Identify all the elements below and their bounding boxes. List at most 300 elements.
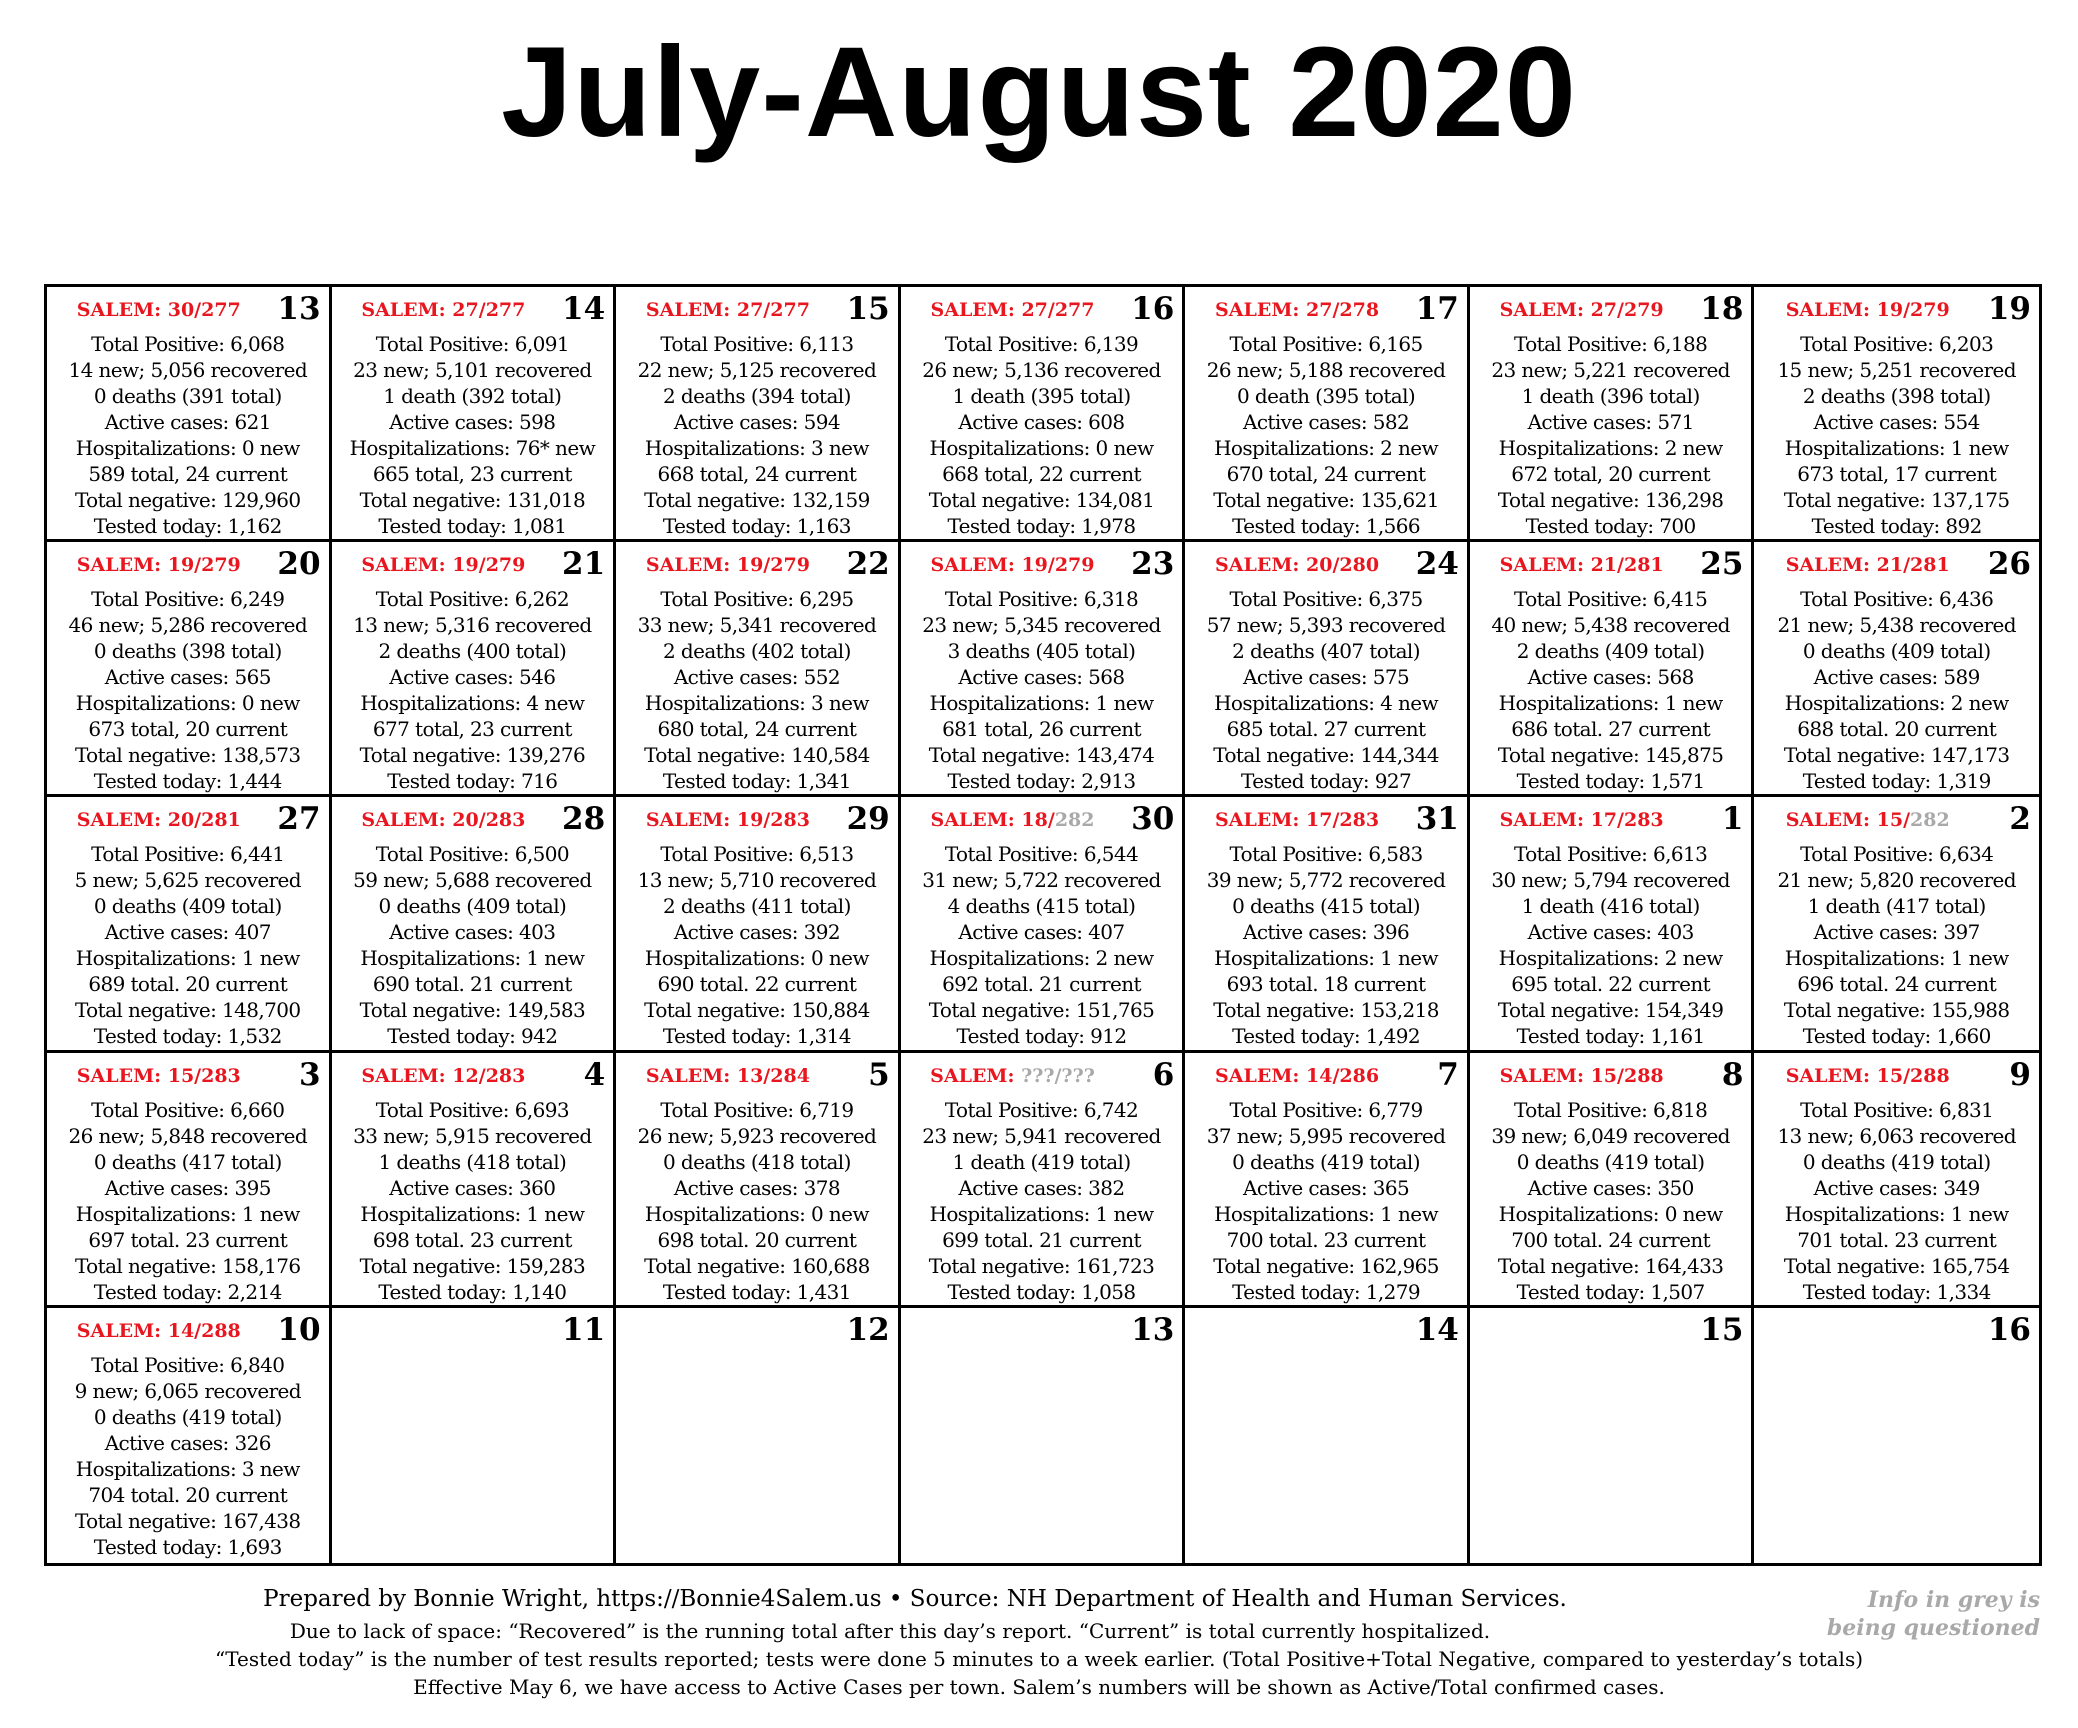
day-cell (1754, 287, 2039, 542)
stat-line: 23 new; 5,101 recovered (353, 358, 592, 382)
day-cell-header (1185, 542, 1467, 586)
stat-line: 23 new; 5,941 recovered (922, 1123, 1161, 1148)
stat-line: 692 total. 21 current (942, 972, 1141, 997)
stat-line: 0 deaths (418 total) (663, 1149, 851, 1174)
stat-line: 40 new; 5,438 recovered (1491, 613, 1730, 638)
day-cell (901, 1053, 1186, 1308)
salem-cases (1185, 299, 1409, 321)
stat-line: 0 deaths (409 total) (1802, 639, 1991, 664)
salem-cases-text: SALEM: 19/279 (1785, 299, 1950, 321)
stat-line: 57 new; 5,393 recovered (1206, 613, 1446, 638)
day-number: 14 (562, 291, 606, 327)
footer-credit: Prepared by Bonnie Wright, https://Bonnie4Salem.us • Source: NH Department of Health and Human Services. (263, 1586, 1567, 1612)
stat-line: Active cases: 546 (389, 665, 556, 690)
stat-line: Total negative: 139,276 (359, 743, 586, 768)
stat-line: 59 new; 5,688 recovered (353, 868, 592, 893)
day-cell (332, 797, 617, 1052)
salem-cases-text: SALEM: 19/279 (361, 554, 526, 577)
stat-line: Hospitalizations: 0 new (644, 1201, 869, 1226)
stat-line: Active cases: 397 (1813, 920, 1980, 945)
stat-line: 26 new; 5,188 recovered (1206, 358, 1446, 382)
stat-line: Active cases: 554 (1813, 410, 1980, 434)
day-number: 22 (846, 546, 890, 583)
stat-line: 39 new; 5,772 recovered (1206, 868, 1446, 893)
stat-line: Total negative: 150,884 (644, 998, 870, 1023)
stat-line: 1 death (417 total) (1807, 894, 1986, 919)
stat-line: 673 total, 20 current (88, 717, 288, 742)
stat-line: Hospitalizations: 76* new (349, 436, 596, 460)
salem-cases-text: SALEM: 27/277 (930, 299, 1095, 321)
salem-cases (47, 1320, 271, 1342)
salem-cases-text: SALEM: 20/283 (361, 809, 526, 832)
day-stats (1754, 1097, 2039, 1305)
day-number: 24 (1415, 546, 1459, 583)
day-cell (1185, 797, 1470, 1052)
stat-line: Hospitalizations: 2 new (1214, 436, 1439, 460)
stat-line: 589 total, 24 current (88, 462, 288, 486)
stat-line: Active cases: 568 (958, 665, 1125, 690)
stat-line: Hospitalizations: 0 new (75, 691, 300, 716)
stat-line: Hospitalizations: 0 new (929, 436, 1154, 460)
day-cell (1185, 1053, 1470, 1308)
salem-cases (1470, 809, 1694, 831)
stat-line: 9 new; 6,065 recovered (74, 1378, 301, 1403)
stat-line: 2 deaths (411 total) (663, 894, 851, 919)
stat-line: Total Positive: 6,742 (944, 1097, 1139, 1122)
salem-cases-text: SALEM: 27/277 (361, 299, 526, 321)
stat-line: 1 death (416 total) (1521, 894, 1700, 919)
stat-line: Hospitalizations: 1 new (360, 946, 585, 971)
day-number: 28 (562, 801, 606, 838)
salem-cases-text: SALEM: 15/288 (1499, 1064, 1664, 1087)
stat-line: 0 deaths (409 total) (378, 894, 567, 919)
day-cell-header (1470, 797, 1752, 841)
salem-cases-text: SALEM: (930, 1064, 1022, 1087)
salem-cases (47, 1065, 271, 1087)
stat-line: Active cases: 575 (1242, 665, 1410, 690)
stat-line: 689 total. 20 current (88, 972, 288, 997)
day-cell (901, 1308, 1186, 1563)
day-cell (332, 287, 617, 542)
day-cell-header (47, 1053, 329, 1097)
stat-line: Active cases: 582 (1242, 410, 1410, 434)
stat-line: Tested today: 2,214 (93, 1279, 282, 1304)
stat-line: 21 new; 5,438 recovered (1777, 613, 2016, 638)
stat-line: Total negative: 134,081 (928, 488, 1155, 512)
grey-note-line: being questioned (1826, 1615, 2040, 1641)
stat-line: 688 total. 20 current (1797, 717, 1997, 742)
stat-line: Total Positive: 6,513 (660, 842, 854, 867)
stat-line: Total Positive: 6,613 (1514, 842, 1708, 867)
day-cell (616, 542, 901, 797)
stat-line: Active cases: 565 (104, 665, 271, 690)
stat-line: Tested today: 1,341 (662, 769, 851, 794)
footer-note-active: Effective May 6, we have access to Active Cases per town. Salem’s numbers will be shown as Active/Total confirmed cases. (413, 1675, 1665, 1699)
day-stats (332, 331, 614, 539)
stat-line: 21 new; 5,820 recovered (1777, 868, 2016, 893)
stat-line: Hospitalizations: 3 new (644, 436, 869, 460)
salem-cases-text: SALEM: 17/283 (1499, 809, 1664, 832)
salem-cases (47, 554, 271, 576)
stat-line: 668 total, 24 current (657, 462, 857, 486)
salem-cases-text: SALEM: 21/281 (1499, 554, 1664, 577)
stat-line: 0 deaths (409 total) (93, 894, 282, 919)
stat-line: 31 new; 5,722 recovered (922, 868, 1161, 893)
stat-line: 37 new; 5,995 recovered (1206, 1123, 1446, 1148)
day-cell (47, 287, 332, 542)
day-number: 2 (2009, 801, 2031, 838)
day-number: 14 (1415, 1311, 1459, 1348)
stat-line: 697 total. 23 current (88, 1227, 288, 1252)
stat-line: Tested today: 1,431 (662, 1279, 851, 1304)
stat-line: Tested today: 1,334 (1802, 1279, 1991, 1304)
stat-line: Total negative: 162,965 (1213, 1253, 1439, 1278)
stat-line: Active cases: 396 (1242, 920, 1410, 945)
stat-line: Total Positive: 6,436 (1800, 587, 1994, 612)
salem-cases (1754, 1065, 1981, 1087)
salem-cases-text: SALEM: 21/281 (1785, 554, 1950, 577)
stat-line: 704 total. 20 current (88, 1482, 288, 1507)
day-number: 23 (1131, 546, 1175, 583)
day-stats (1754, 841, 2039, 1049)
stat-line: 39 new; 6,049 recovered (1491, 1123, 1730, 1148)
day-cell (901, 542, 1186, 797)
day-number: 9 (2009, 1056, 2031, 1093)
day-cell-header (1754, 1308, 2039, 1352)
day-stats (616, 841, 898, 1049)
stat-line: Tested today: 1,660 (1802, 1024, 1991, 1049)
salem-cases-text: SALEM: 15/288 (1785, 1064, 1950, 1087)
stat-line: Hospitalizations: 1 new (1784, 436, 2009, 460)
calendar-grid (44, 284, 2042, 1566)
stat-line: Active cases: 589 (1813, 665, 1980, 690)
stat-line: Hospitalizations: 1 new (929, 691, 1154, 716)
day-number: 17 (1415, 291, 1459, 327)
stat-line: Total Positive: 6,295 (660, 587, 854, 612)
stat-line: 665 total, 23 current (372, 462, 572, 486)
day-stats (332, 586, 614, 794)
stat-line: 2 deaths (409 total) (1516, 639, 1705, 664)
stat-line: Hospitalizations: 1 new (75, 946, 300, 971)
day-number: 31 (1415, 801, 1459, 838)
stat-line: Total Positive: 6,113 (660, 332, 854, 356)
stat-line: Total negative: 167,438 (75, 1508, 301, 1533)
stat-line: 698 total. 23 current (372, 1227, 572, 1252)
salem-cases-text: SALEM: 15/ (1785, 809, 1911, 832)
salem-cases-text: SALEM: 20/280 (1215, 554, 1380, 577)
stat-line: Hospitalizations: 1 new (360, 1201, 585, 1226)
stat-line: Hospitalizations: 1 new (1498, 691, 1723, 716)
day-cell (332, 1308, 617, 1563)
stat-line: 33 new; 5,915 recovered (353, 1123, 592, 1148)
stat-line: Tested today: 1,571 (1516, 769, 1705, 794)
stat-line: 0 deaths (417 total) (93, 1149, 282, 1174)
stat-line: 0 deaths (391 total) (93, 384, 282, 408)
stat-line: 33 new; 5,341 recovered (637, 613, 877, 638)
stat-line: Total Positive: 6,719 (660, 1097, 854, 1122)
stat-line: 698 total. 20 current (657, 1227, 857, 1252)
day-number: 25 (1700, 546, 1744, 583)
day-number: 20 (277, 546, 321, 583)
stat-line: 4 deaths (415 total) (947, 894, 1136, 919)
stat-line: Tested today: 942 (387, 1024, 558, 1049)
stat-line: Total Positive: 6,544 (944, 842, 1139, 867)
day-cell-header (1754, 542, 2039, 586)
day-cell-header (901, 287, 1183, 331)
stat-line: Total negative: 158,176 (75, 1253, 301, 1278)
stat-line: 685 total. 27 current (1226, 717, 1426, 742)
stat-line: Active cases: 571 (1527, 410, 1694, 434)
stat-line: Total negative: 154,349 (1497, 998, 1724, 1023)
day-cell-header (47, 1308, 329, 1352)
stat-line: Active cases: 552 (673, 665, 840, 690)
footer-note-recovered: Due to lack of space: “Recovered” is the running total after this day’s report. “Current” is total currently hospitalized. (289, 1619, 1491, 1643)
stat-line: Active cases: 350 (1527, 1175, 1694, 1200)
stat-line: Tested today: 1,140 (378, 1279, 567, 1304)
stat-line: 699 total. 21 current (942, 1227, 1141, 1252)
day-stats (901, 331, 1183, 539)
day-cell (901, 287, 1186, 542)
stat-line: Total negative: 132,159 (644, 488, 870, 512)
day-stats (47, 1097, 329, 1305)
stat-line: Total negative: 148,700 (75, 998, 301, 1023)
day-cell (332, 1053, 617, 1308)
day-cell-header (901, 1308, 1183, 1352)
salem-cases (1754, 809, 1981, 831)
stat-line: 0 deaths (419 total) (1516, 1149, 1705, 1174)
day-cell-header (1185, 287, 1467, 331)
day-cell (1470, 797, 1755, 1052)
stat-line: Total Positive: 6,583 (1229, 842, 1423, 867)
stat-line: Total Positive: 6,375 (1229, 587, 1423, 612)
day-cell (616, 287, 901, 542)
day-cell-header (1470, 1308, 1752, 1352)
day-cell-header (1470, 287, 1752, 331)
stat-line: Total negative: 136,298 (1497, 488, 1724, 512)
stat-line: Hospitalizations: 1 new (929, 1201, 1154, 1226)
stat-line: Total Positive: 6,500 (375, 842, 569, 867)
stat-line: 680 total, 24 current (657, 717, 857, 742)
stat-line: Active cases: 378 (673, 1175, 840, 1200)
day-cell (332, 542, 617, 797)
day-number: 11 (562, 1311, 606, 1348)
stat-line: Hospitalizations: 4 new (360, 691, 585, 716)
stat-line: 2 deaths (394 total) (663, 384, 851, 408)
salem-cases-text: SALEM: 30/277 (76, 299, 241, 321)
stat-line: 0 deaths (415 total) (1232, 894, 1420, 919)
stat-line: Hospitalizations: 1 new (1214, 1201, 1439, 1226)
salem-cases (332, 554, 556, 576)
stat-line: 690 total. 22 current (657, 972, 857, 997)
stat-line: Total negative: 149,583 (359, 998, 586, 1023)
stat-line: Total Positive: 6,165 (1229, 332, 1423, 356)
stat-line: Hospitalizations: 3 new (644, 691, 869, 716)
stat-line: 1 death (392 total) (383, 384, 562, 408)
salem-cases-text: SALEM: 12/283 (361, 1064, 526, 1087)
day-cell-header (616, 1053, 898, 1097)
stat-line: 2 deaths (402 total) (663, 639, 851, 664)
day-stats (332, 841, 614, 1049)
day-number: 18 (1700, 291, 1744, 327)
stat-line: Total Positive: 6,634 (1800, 842, 1994, 867)
day-number: 8 (1721, 1056, 1744, 1093)
day-cell (1754, 1308, 2039, 1563)
day-number: 7 (1437, 1056, 1459, 1093)
stat-line: Active cases: 407 (104, 920, 271, 945)
stat-line: Total Positive: 6,818 (1514, 1097, 1708, 1122)
day-number: 13 (277, 291, 321, 327)
stat-line: 2 deaths (398 total) (1802, 384, 1991, 408)
day-number: 19 (1987, 291, 2031, 327)
stat-line: Total Positive: 6,203 (1800, 332, 1994, 356)
day-stats (47, 586, 329, 794)
salem-cases-text: SALEM: 17/283 (1215, 809, 1380, 832)
day-cell-header (332, 797, 614, 841)
stat-line: Total Positive: 6,660 (91, 1097, 285, 1122)
stat-line: Hospitalizations: 1 new (1784, 946, 2009, 971)
day-number: 6 (1152, 1056, 1175, 1093)
stat-line: Total negative: 131,018 (359, 488, 586, 512)
stat-line: Total negative: 135,621 (1213, 488, 1439, 512)
day-stats (1185, 841, 1467, 1049)
stat-line: 1 deaths (418 total) (378, 1149, 567, 1174)
salem-cases (901, 299, 1125, 321)
salem-cases-text: SALEM: 18/ (930, 809, 1055, 832)
stat-line: 26 new; 5,923 recovered (637, 1123, 877, 1148)
day-cell-header (1470, 542, 1752, 586)
footer-note-tested: “Tested today” is the number of test results reported; tests were done 5 minutes to a week earlier. (Total Positive+Total Negative, compared to yesterday’s totals) (214, 1647, 1864, 1671)
stat-line: Tested today: 1,978 (947, 514, 1136, 538)
day-stats (616, 586, 898, 794)
day-cell-header (1754, 287, 2039, 331)
stat-line: Tested today: 1,444 (93, 769, 282, 794)
day-cell-header (616, 287, 898, 331)
day-cell (616, 1308, 901, 1563)
stat-line: 677 total, 23 current (372, 717, 572, 742)
stat-line: Total negative: 160,688 (644, 1253, 870, 1278)
stat-line: Hospitalizations: 2 new (1498, 946, 1723, 971)
stat-line: Total Positive: 6,188 (1514, 332, 1708, 356)
salem-questioned-value: 282 (1910, 809, 1950, 832)
day-cell (1754, 797, 2039, 1052)
stat-line: Active cases: 594 (673, 410, 840, 434)
stat-line: Tested today: 1,566 (1232, 514, 1421, 538)
day-number: 15 (846, 291, 890, 327)
stat-line: Hospitalizations: 4 new (1214, 691, 1439, 716)
day-cell-header (1754, 797, 2039, 841)
salem-cases-text: SALEM: 20/281 (76, 809, 241, 832)
day-stats (616, 1097, 898, 1305)
day-stats (1185, 1097, 1467, 1305)
stat-line: Active cases: 360 (389, 1175, 556, 1200)
day-cell (1470, 287, 1755, 542)
stat-line: 23 new; 5,345 recovered (922, 613, 1161, 638)
day-stats (1754, 331, 2039, 539)
stat-line: 1 death (419 total) (952, 1149, 1131, 1174)
day-cell (901, 797, 1186, 1052)
stat-line: Hospitalizations: 0 new (644, 946, 869, 971)
day-cell-header (901, 1053, 1183, 1097)
salem-cases (901, 1065, 1125, 1087)
stat-line: 15 new; 5,251 recovered (1777, 358, 2016, 382)
stat-line: Active cases: 395 (104, 1175, 271, 1200)
stat-line: Tested today: 927 (1241, 769, 1412, 794)
stat-line: 1 death (396 total) (1521, 384, 1700, 408)
stat-line: Total negative: 165,754 (1783, 1253, 2010, 1278)
salem-cases-text: SALEM: 14/286 (1215, 1064, 1380, 1087)
salem-cases (1470, 1065, 1694, 1087)
stat-line: Tested today: 716 (387, 769, 558, 794)
stat-line: Total negative: 137,175 (1783, 488, 2010, 512)
stat-line: 13 new; 5,710 recovered (637, 868, 877, 893)
salem-cases (901, 554, 1125, 576)
day-stats (47, 1352, 329, 1560)
day-cell-header (47, 287, 329, 331)
stat-line: Tested today: 1,163 (662, 514, 851, 538)
stat-line: 0 deaths (419 total) (93, 1404, 282, 1429)
salem-cases (1754, 299, 1981, 321)
salem-cases (901, 809, 1125, 831)
day-number: 30 (1131, 801, 1175, 838)
stat-line: Total negative: 143,474 (928, 743, 1155, 768)
stat-line: Total negative: 155,988 (1783, 998, 2010, 1023)
stat-line: Total Positive: 6,249 (91, 587, 285, 612)
stat-line: Tested today: 1,507 (1516, 1279, 1705, 1304)
salem-cases-text: SALEM: 19/279 (645, 554, 810, 577)
stat-line: Total negative: 153,218 (1213, 998, 1439, 1023)
stat-line: Total Positive: 6,779 (1229, 1097, 1423, 1122)
stat-line: Total Positive: 6,068 (91, 332, 285, 356)
day-cell-header (1185, 1308, 1467, 1352)
salem-cases (332, 299, 556, 321)
stat-line: 3 deaths (405 total) (947, 639, 1136, 664)
stat-line: Total negative: 161,723 (928, 1253, 1155, 1278)
day-number: 21 (562, 546, 606, 583)
salem-cases-text: SALEM: 27/277 (645, 299, 810, 321)
salem-questioned-value: ???/??? (1021, 1064, 1095, 1087)
day-number: 16 (1131, 291, 1175, 327)
day-cell-header (616, 1308, 898, 1352)
stat-line: 26 new; 5,848 recovered (68, 1123, 308, 1148)
stat-line: 0 deaths (398 total) (93, 639, 282, 664)
stat-line: Active cases: 608 (958, 410, 1125, 434)
salem-cases-text: SALEM: 19/279 (930, 554, 1095, 577)
stat-line: Tested today: 1,081 (378, 514, 567, 538)
grey-note-line: Info in grey is (1867, 1587, 2040, 1613)
day-number: 15 (1700, 1311, 1744, 1348)
stat-line: 13 new; 6,063 recovered (1777, 1123, 2016, 1148)
salem-cases (1470, 299, 1694, 321)
day-cell (47, 542, 332, 797)
stat-line: 695 total. 22 current (1511, 972, 1711, 997)
stat-line: Tested today: 1,492 (1232, 1024, 1421, 1049)
stat-line: Active cases: 403 (1527, 920, 1694, 945)
stat-line: Active cases: 598 (389, 410, 556, 434)
stat-line: 686 total. 27 current (1511, 717, 1711, 742)
salem-cases (616, 554, 840, 576)
stat-line: Active cases: 621 (104, 410, 271, 434)
stat-line: Tested today: 1,058 (947, 1279, 1136, 1304)
day-cell-header (332, 542, 614, 586)
stat-line: 5 new; 5,625 recovered (74, 868, 301, 893)
day-stats (1185, 586, 1467, 794)
day-number: 13 (1131, 1311, 1175, 1348)
stat-line: Hospitalizations: 2 new (929, 946, 1154, 971)
stat-line: Total negative: 164,433 (1497, 1253, 1724, 1278)
stat-line: 0 death (395 total) (1237, 384, 1416, 408)
stat-line: Hospitalizations: 1 new (1784, 1201, 2009, 1226)
day-cell (616, 797, 901, 1052)
